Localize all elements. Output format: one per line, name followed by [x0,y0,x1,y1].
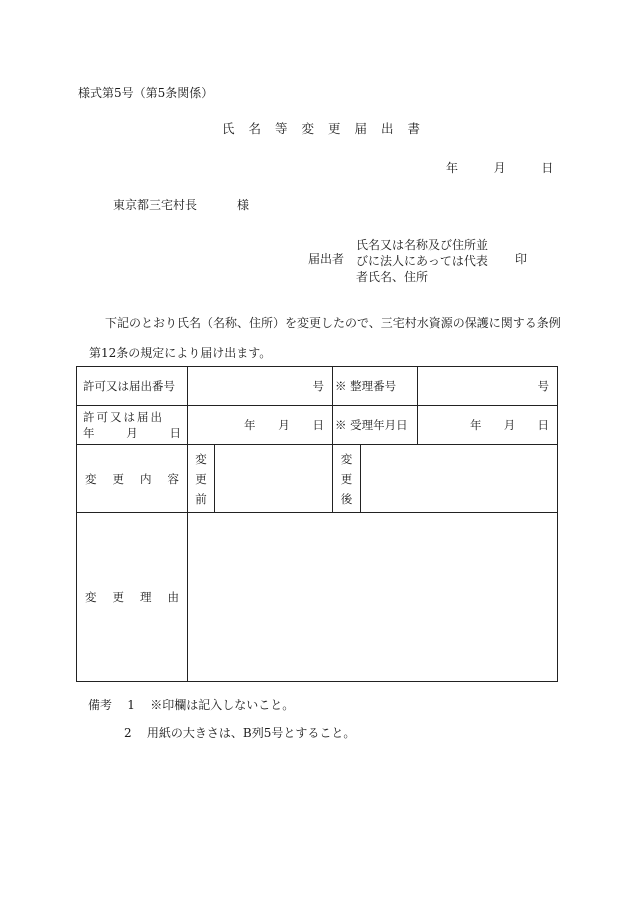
note-text: ※印欄は記入しないこと。 [150,698,295,712]
table-row [77,367,558,406]
after-label: 変 更 後 [333,445,361,513]
applicant-role: 届出者 [308,252,345,266]
applicant-name-label [356,237,488,285]
before-field[interactable] [215,445,333,513]
applicant-name-line: びに法人にあっては代表 [356,254,488,268]
reference-number-field[interactable] [418,367,558,406]
date-day: 日 [541,161,554,175]
addressee [113,199,249,211]
after-field[interactable] [361,445,558,513]
table-row [77,513,558,682]
change-form-table [76,366,558,682]
change-reason-label: 変 更 理 由 [77,513,188,682]
seal-mark: 印 [515,252,528,266]
applicant-name-line: 者氏名、住所 [356,270,429,284]
change-content-label: 変 更 内 容 [77,445,188,513]
addressee-name: 東京都三宅村長 [113,198,198,212]
go-suffix: 号 [537,379,549,393]
received-date-label [333,406,418,445]
notes-heading: 備考 [88,698,113,712]
permit-date-label [77,406,188,445]
reference-number-text: 整理番号 [350,379,397,393]
date-year: 年 [446,161,459,175]
permit-number-label: 許可又は届出番号 [77,367,188,406]
admin-mark: ※ [335,418,347,432]
note-item [88,719,355,747]
note-item [88,691,355,719]
admin-mark: ※ [335,379,347,393]
permit-date-label-line-1: 許可又は届出 [83,410,164,424]
note-text: 用紙の大きさは、B列5号とすること。 [146,726,356,740]
before-label: 変 更 前 [188,445,215,513]
table-row [77,406,558,445]
permit-date-field[interactable]: 年 月 日 [188,406,333,445]
permit-number-field[interactable] [188,367,333,406]
page-title: 氏名等変更届出書 [222,121,435,136]
declaration-line-1: 下記のとおり氏名（名称、住所）を変更したので、三宅村水資源の保護に関する条例 [105,316,561,330]
note-number: 2 [124,726,132,740]
table-row [77,445,558,513]
declaration-text [77,308,567,368]
date-month: 月 [493,161,506,175]
note-number: 1 [127,698,135,712]
addressee-honorific: 様 [237,198,250,212]
notes [88,691,355,747]
change-reason-field[interactable] [188,513,558,682]
applicant-name-line: 氏名又は名称及び住所並 [356,238,489,252]
received-date-text: 受理年月日 [350,418,408,432]
declaration-line-2: 第12条の規定により届け出ます。 [89,346,272,360]
go-suffix: 号 [312,379,324,393]
form-id: 様式第5号（第5条関係） [78,86,214,100]
date-line [446,162,553,174]
permit-date-label-line-2: 年 月 日 [83,426,181,440]
received-date-field[interactable]: 年 月 日 [418,406,558,445]
reference-number-label [333,367,418,406]
